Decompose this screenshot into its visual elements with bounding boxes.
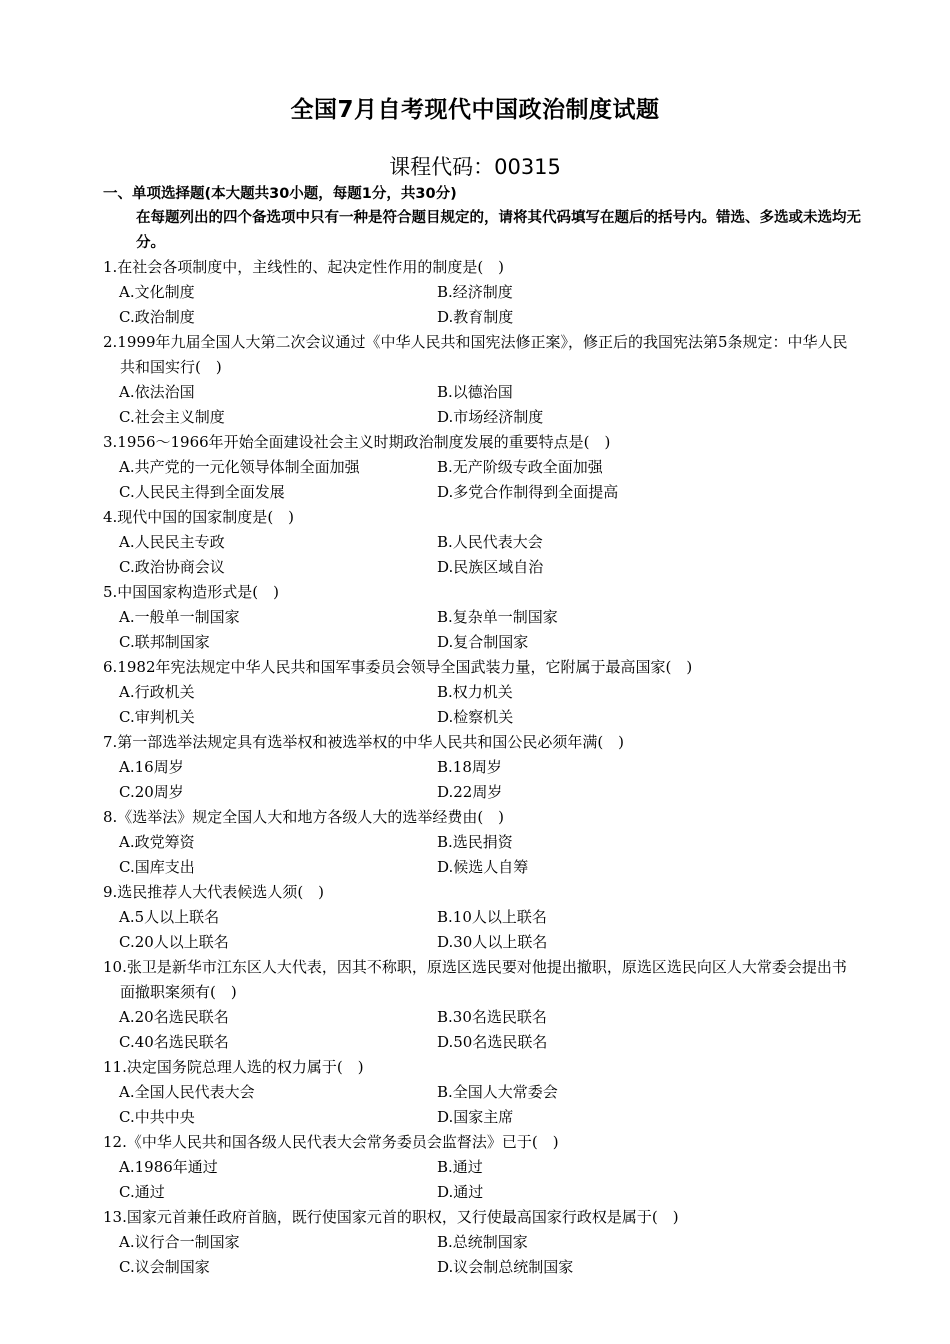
question-item (0, 255, 950, 330)
option-a: A.一般单一制国家 (119, 608, 240, 626)
option-a: A.1986年通过 (119, 1158, 218, 1176)
question-options (0, 1080, 950, 1130)
question-item (0, 330, 950, 430)
question-list (0, 255, 950, 1280)
option-a: A.16周岁 (119, 758, 184, 776)
option-d: D.50名选民联名 (437, 1033, 548, 1051)
question-item (0, 955, 950, 1055)
option-b: B.无产阶级专政全面加强 (437, 458, 603, 476)
option-d: D.民族区域自治 (437, 558, 544, 576)
question-stem: 9.选民推荐人大代表候选人须( ) (103, 883, 325, 901)
question-options (0, 905, 950, 955)
question-options (0, 1230, 950, 1280)
question-options (0, 1155, 950, 1205)
question-stem: 3.1956～1966年开始全面建设社会主义时期政治制度发展的重要特点是( ) (103, 433, 611, 451)
question-stem: 13.国家元首兼任政府首脑，既行使国家元首的职权，又行使最高国家行政权是属于( ) (103, 1208, 679, 1226)
question-item (0, 880, 950, 955)
option-d: D.国家主席 (437, 1108, 514, 1126)
option-b: B.以德治国 (437, 383, 513, 401)
option-b: B.18周岁 (437, 758, 502, 776)
question-item (0, 655, 950, 730)
option-c: C.政治协商会议 (119, 558, 225, 576)
option-a: A.文化制度 (119, 283, 195, 301)
question-item (0, 730, 950, 805)
option-c: C.国库支出 (119, 858, 195, 876)
option-d: D.市场经济制度 (437, 408, 544, 426)
option-d: D.复合制国家 (437, 633, 529, 651)
question-item (0, 805, 950, 880)
option-d: D.30人以上联名 (437, 933, 548, 951)
option-c: C.20人以上联名 (119, 933, 229, 951)
question-stem: 5.中国国家构造形式是( ) (103, 583, 280, 601)
question-options (0, 605, 950, 655)
question-item (0, 580, 950, 655)
question-options (0, 455, 950, 505)
question-stem: 7.第一部选举法规定具有选举权和被选举权的中华人民共和国公民必须年满( ) (103, 733, 625, 751)
question-item (0, 1130, 950, 1205)
option-a: A.政党筹资 (119, 833, 195, 851)
question-stem: 12.《中华人民共和国各级人民代表大会常务委员会监督法》已于( ) (103, 1133, 559, 1151)
option-b: B.复杂单一制国家 (437, 608, 558, 626)
option-d: D.检察机关 (437, 708, 514, 726)
question-stem: 2.1999年九届全国人大第二次会议通过《中华人民共和国宪法修正案》，修正后的我国宪法第5条规定：中华人民共和国实行( ) (103, 333, 848, 376)
option-b: B.总统制国家 (437, 1233, 528, 1251)
option-c: C.联邦制国家 (119, 633, 210, 651)
option-b: B.全国人大常委会 (437, 1083, 558, 1101)
option-b: B.10人以上联名 (437, 908, 547, 926)
question-options (0, 1005, 950, 1055)
option-d: D.通过 (437, 1183, 484, 1201)
option-a: A.议行合一制国家 (119, 1233, 240, 1251)
option-b: B.通过 (437, 1158, 483, 1176)
option-c: C.审判机关 (119, 708, 195, 726)
question-item (0, 430, 950, 505)
option-c: C.政治制度 (119, 308, 195, 326)
option-a: A.人民民主专政 (119, 533, 225, 551)
question-options (0, 280, 950, 330)
question-stem: 11.决定国务院总理人选的权力属于( ) (103, 1058, 364, 1076)
option-a: A.20名选民联名 (119, 1008, 229, 1026)
option-a: A.5人以上联名 (119, 908, 220, 926)
option-c: C.中共中央 (119, 1108, 195, 1126)
option-c: C.人民民主得到全面发展 (119, 483, 285, 501)
option-c: C.40名选民联名 (119, 1033, 229, 1051)
question-stem: 6.1982年宪法规定中华人民共和国军事委员会领导全国武装力量，它附属于最高国家( ) (103, 658, 693, 676)
option-c: C.20周岁 (119, 783, 184, 801)
option-a: A.全国人民代表大会 (119, 1083, 255, 1101)
option-c: C.通过 (119, 1183, 165, 1201)
option-d: D.多党合作制得到全面提高 (437, 483, 619, 501)
question-options (0, 755, 950, 805)
section-heading: 一、单项选择题(本大题共30小题，每题1分，共30分) (103, 186, 457, 202)
option-b: B.权力机关 (437, 683, 513, 701)
option-b: B.30名选民联名 (437, 1008, 547, 1026)
option-a: A.共产党的一元化领导体制全面加强 (119, 458, 360, 476)
question-options (0, 380, 950, 430)
option-a: A.依法治国 (119, 383, 195, 401)
question-options (0, 530, 950, 580)
option-d: D.候选人自筹 (437, 858, 529, 876)
course-code: 课程代码：00315 (389, 155, 561, 179)
option-d: D.议会制总统制国家 (437, 1258, 574, 1276)
question-stem: 8.《选举法》规定全国人大和地方各级人大的选举经费由( ) (103, 808, 505, 826)
option-b: B.人民代表大会 (437, 533, 543, 551)
question-item (0, 1055, 950, 1130)
option-d: D.教育制度 (437, 308, 514, 326)
option-c: C.议会制国家 (119, 1258, 210, 1276)
question-options (0, 830, 950, 880)
question-stem: 4.现代中国的国家制度是( ) (103, 508, 295, 526)
option-c: C.社会主义制度 (119, 408, 225, 426)
question-item (0, 1205, 950, 1280)
option-d: D.22周岁 (437, 783, 503, 801)
option-b: B.选民捐资 (437, 833, 513, 851)
question-stem: 1.在社会各项制度中，主线性的、起决定性作用的制度是( ) (103, 258, 505, 276)
section-instruction: 在每题列出的四个备选项中只有一种是符合题目规定的，请将其代码填写在题后的括号内。错选、多选或未选均无分。 (136, 210, 861, 251)
question-item (0, 505, 950, 580)
question-stem: 10.张卫是新华市江东区人大代表，因其不称职，原选区选民要对他提出撤职，原选区选民向区人大常委会提出书面撤职案须有( ) (103, 958, 847, 1001)
exam-title: 全国7月自考现代中国政治制度试题 (290, 97, 660, 123)
question-options (0, 680, 950, 730)
option-a: A.行政机关 (119, 683, 195, 701)
option-b: B.经济制度 (437, 283, 513, 301)
